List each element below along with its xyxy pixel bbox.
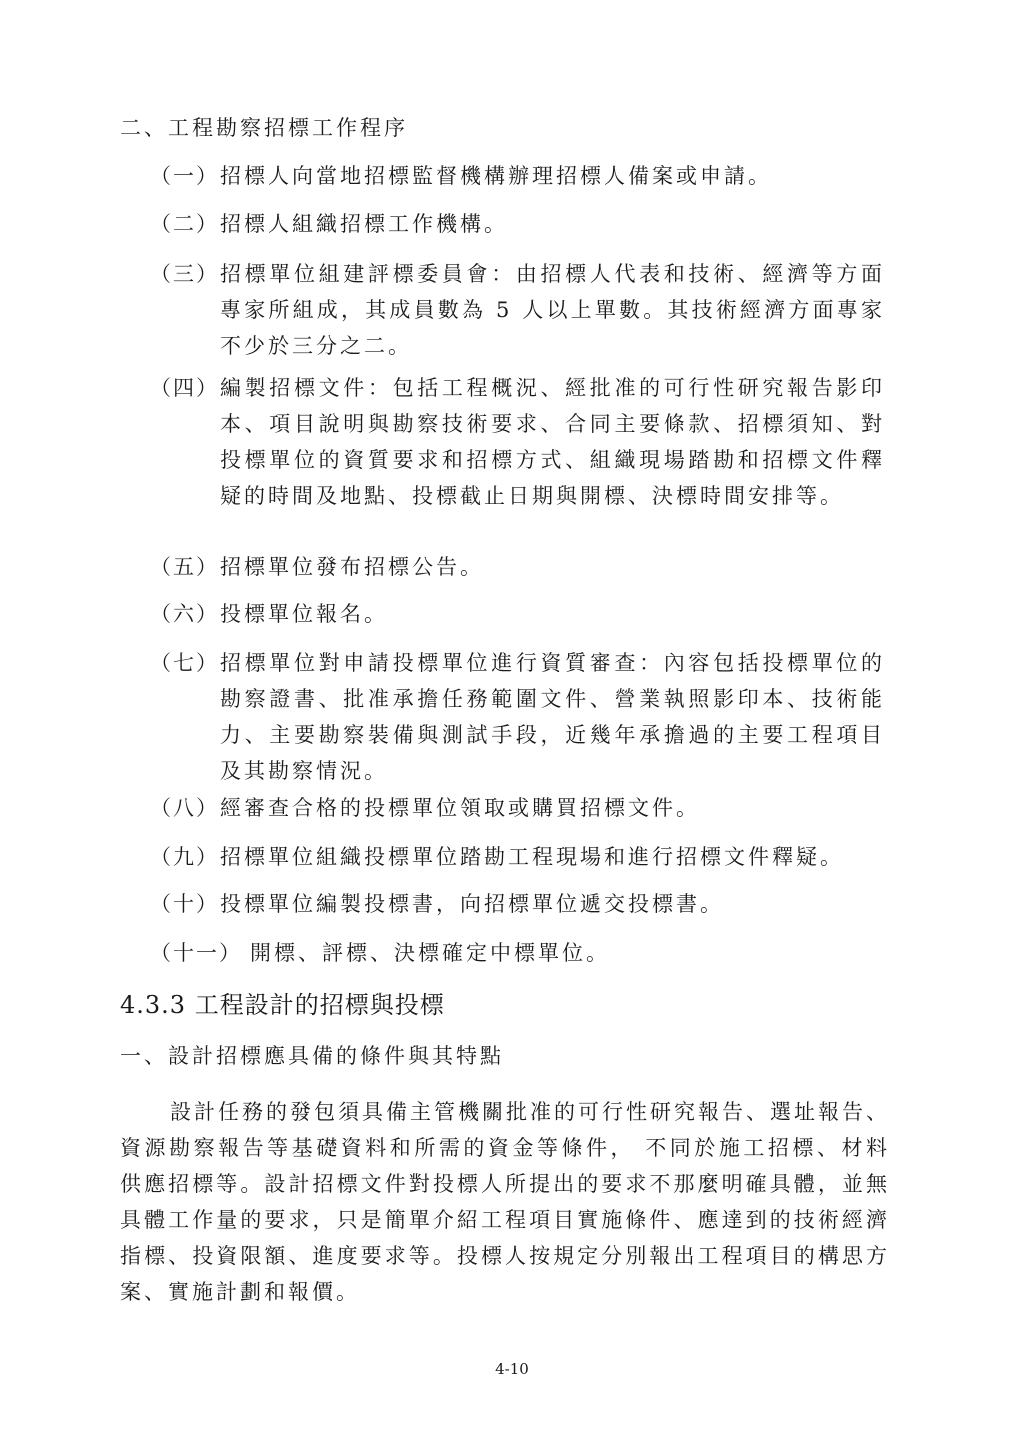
- list-item: [150, 596, 885, 632]
- item-number: （九）: [150, 845, 219, 869]
- item-text: 編製招標文件：包括工程概況、經批准的可行性研究報告影印本、項目說明與勘察技術要求、合同主要條款、招標須知、對投標單位的資質要求和招標方式、組織現場踏勘和招標文件釋疑的時間及地點、投標截止日期與開標、決標時間安排等。: [220, 376, 885, 508]
- page-number: 4-10: [495, 1360, 529, 1378]
- list-item: [150, 206, 885, 242]
- item-text: 招標單位組建評標委員會：由招標人代表和技術、經濟等方面專家所組成，其成員數為 5 人以上單數。其技術經濟方面專家不少於三分之二。: [220, 262, 885, 358]
- section-heading-design-conditions: 一、設計招標應具備的條件與其特點: [120, 1044, 504, 1068]
- item-number: （八）: [150, 796, 219, 820]
- item-text: 投標單位編製投標書，向招標單位遞交投標書。: [220, 892, 724, 916]
- list-item: [150, 935, 885, 971]
- list-item: [150, 886, 885, 922]
- list-item: [150, 645, 885, 789]
- item-number: （十一）: [150, 941, 242, 965]
- item-text: 招標人向當地招標監督機構辦理招標人備案或申請。: [220, 164, 772, 188]
- item-number: （七）: [150, 651, 219, 675]
- item-text: 投標單位報名。: [220, 602, 388, 626]
- list-item: [150, 549, 885, 585]
- item-text: 招標單位對申請投標單位進行資質審查：內容包括投標單位的勘察證書、批准承擔任務範圍文件、營業執照影印本、技術能力、主要勘察裝備與測試手段，近幾年承擔過的主要工程項目及其勘察情況。: [220, 651, 885, 783]
- item-text: 開標、評標、決標確定中標單位。: [250, 941, 610, 965]
- list-item: [150, 158, 885, 194]
- subsection-title: 4.3.3 工程設計的招標與投標: [120, 991, 445, 1019]
- item-number: （四）: [150, 376, 219, 400]
- list-item: [150, 370, 885, 514]
- section-heading-procedure: 二、工程勘察招標工作程序: [120, 116, 408, 140]
- list-item: [150, 790, 885, 826]
- item-text: 招標單位發布招標公告。: [220, 555, 484, 579]
- list-item: [150, 256, 885, 364]
- item-number: （五）: [150, 555, 219, 579]
- body-paragraph: 設計任務的發包須具備主管機關批准的可行性研究報告、選址報告、資源勘察報告等基礎資料和所需的資金等條件， 不同於施工招標、材料供應招標等。設計招標文件對投標人所提出的要求不那麼明確具體，並無具體工作量的要求，只是簡單介紹工程項目實施條件、應達到的技術經濟指標、投資限額、進度要求等。投標人按規定分別報出工程項目的構思方案、實施計劃和報價。: [120, 1100, 890, 1304]
- item-text: 經審查合格的投標單位領取或購買招標文件。: [220, 796, 700, 820]
- item-number: （一）: [150, 164, 219, 188]
- item-number: （六）: [150, 602, 219, 626]
- item-text: 招標人組織招標工作機構。: [220, 212, 508, 236]
- list-item: [150, 839, 885, 875]
- item-number: （二）: [150, 212, 219, 236]
- item-text: 招標單位組織投標單位踏勘工程現場和進行招標文件釋疑。: [220, 845, 844, 869]
- item-number: （三）: [150, 262, 219, 286]
- item-number: （十）: [150, 892, 219, 916]
